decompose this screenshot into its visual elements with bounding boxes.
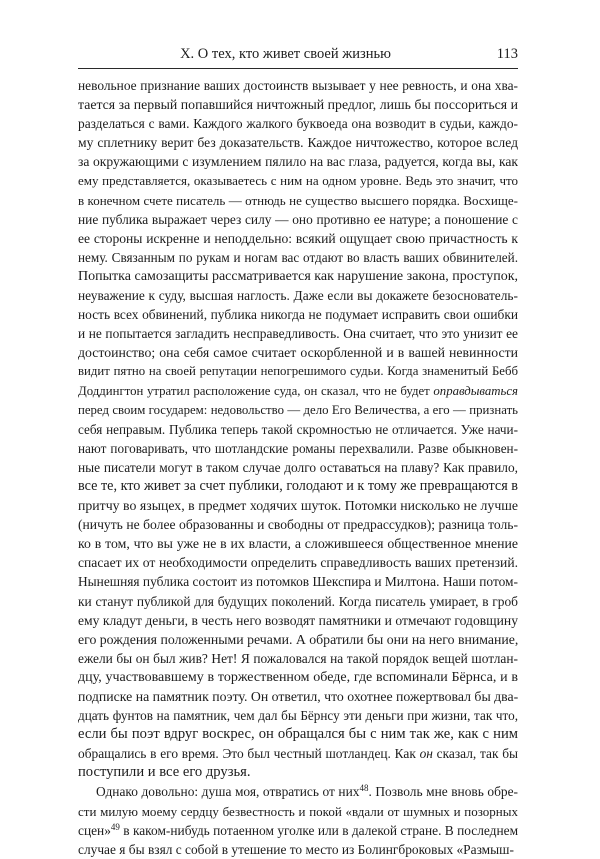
text-line-with-footnote — [78, 821, 518, 840]
text-line: нают поговаривать, что шотландские романы перехвалили. Разве обыкновен- — [78, 440, 518, 456]
text-line: и не попытается загладить несправедливость. Она считает, что это унизит ее — [78, 326, 518, 342]
text-line: спасает их от необходимости определить справедливость ваших претензий. — [78, 555, 518, 571]
text-line-with-emphasis — [78, 382, 518, 401]
text-line: ние публика выражает через силу — оно противно ее натуре; а поношение с — [78, 211, 518, 227]
text-line: его рождения положенными речами. А обратили бы они на него внимание, — [78, 631, 519, 647]
text-line: видит пятно на своей репутации непогрешимого судьи. Когда знаменитый Бебб — [78, 364, 518, 379]
text-line: Нынешняя публика состоит из потомков Шекспира и Милтона. Наши потом- — [78, 574, 518, 590]
text-line: притчу во языцех, в предмет ходячих шуток. Потомки нисколько не лучше — [78, 498, 518, 514]
text-fragment: Однако довольно: душа моя, отвратись от них — [96, 784, 360, 800]
text-line-with-emphasis — [78, 744, 518, 763]
text-line: ему кладут деньги, в честь него возводят памятники и отмечают годовщину — [78, 612, 518, 628]
emphasized-word: оправдываться — [433, 383, 518, 398]
text-fragment: в каком-нибудь потаенном уголке или в далекой стране. В последнем — [119, 822, 519, 838]
text-line: му сплетнику верит без доказательств. Каждое ничтожество, которое вслед — [78, 135, 518, 151]
text-line: ные писатели могут в таком случае долго оставаться на плаву? Как правило, — [78, 459, 518, 475]
text-line: Попытка самозащиты рассматривается как нарушение закона, проступок, — [78, 268, 518, 284]
text-line: себя неправым. Публика теперь такой скромностью не отличается. Уже начи- — [78, 421, 518, 437]
text-fragment: обращались в его время. Это был честный шотландец. Как — [78, 746, 420, 762]
text-fragment: сказал, так бы — [432, 746, 519, 762]
footnote-ref-48[interactable]: 48 — [359, 783, 369, 794]
text-fragment: . Позволь мне вновь обре- — [368, 784, 518, 800]
text-line: дцать фунтов на памятник, чем дал бы Бёрнсу эти деньги при жизни, так что, — [78, 708, 518, 724]
paragraph-last-line: поступили и все его друзья. — [78, 764, 251, 781]
text-line: в конечном счете писатель — отнюдь не существо высшего порядка. Восхище- — [78, 192, 518, 208]
text-line: дцу, участвовавшему в торжественном обеде, где вспоминали Бёрнса, и в — [78, 669, 518, 685]
text-line: ее стороны искренне и неподдельно: всякий ощущает свою причастность к — [78, 230, 518, 246]
text-fragment: Доддингтон утратил расположение суда, он сказал, что не будет — [78, 383, 434, 398]
text-line: тается за первый попавшийся ничтожный предлог, лишь бы поссориться и — [78, 97, 518, 113]
text-line: ки станут публикой для будущих поколений. Когда писатель умирает, в гроб — [78, 593, 518, 609]
text-line: подписке на памятник поэту. Он ответил, что охотнее пожертвовал бы два- — [78, 689, 519, 704]
text-line: сти милую моему сердцу безвестность и покой «вдали от шумных и позорных — [78, 803, 518, 819]
footnote-ref-49[interactable]: 49 — [110, 821, 120, 832]
text-line: ко в том, что вы уже не в их власти, а сложившееся общественное мнение — [78, 536, 518, 552]
paragraph-first-line — [78, 782, 518, 801]
text-line: ежели бы он был жив? Нет! Я пожаловался на такой порядок вещей шотлан- — [78, 650, 518, 666]
text-line: разделаться с вами. Каждого жалкого буквоеда она возводит в судьи, каждо- — [78, 116, 518, 132]
text-line: все те, кто живет за счет публики, голодают и к тому же превращаются в — [78, 477, 518, 494]
text-line: (ничуть не более образованны и свободны от предрассудков); разница толь- — [78, 517, 518, 533]
chapter-title: X. О тех, кто живет своей жизнью — [180, 46, 391, 62]
emphasized-word: он — [419, 746, 433, 762]
text-line: если бы поэт вдруг воскрес, он обращался бы с ним так же, как с ним — [78, 726, 518, 743]
text-line: случае я бы взял с собой в утешение то место из Болингброковых «Размыш- — [78, 841, 514, 857]
page-number: 113 — [496, 46, 518, 62]
header-rule — [78, 68, 518, 69]
body-text — [78, 76, 518, 859]
text-line: за окружающими с изумлением пялило на вас глаза, радуется, когда вы, как — [78, 154, 518, 170]
text-line: неуважение к суду, высшая наглость. Даже если вы докажете безоснователь- — [78, 288, 518, 304]
text-line: ность всех обвинений, публика никогда не подумает исправить свои ошибки — [78, 307, 518, 323]
text-line: перед своим государем: недовольство — дело Его Величества, а его — признать — [78, 402, 518, 417]
running-header — [78, 46, 518, 66]
text-line: невольное признание ваших достоинств вызывает у нее ревность, и она хва- — [78, 78, 518, 93]
text-line: нему. Связанным по рукам и ногам вас отдают во власть ваших обвинителей. — [78, 249, 518, 265]
text-fragment: сцен» — [78, 822, 111, 838]
text-line: ему представляется, оказываетесь с ним на одном уровне. Ведь это значит, что — [78, 173, 518, 189]
text-line: достоинство; она себя самое считает оскорбленной и в вашей невинности — [78, 345, 518, 361]
